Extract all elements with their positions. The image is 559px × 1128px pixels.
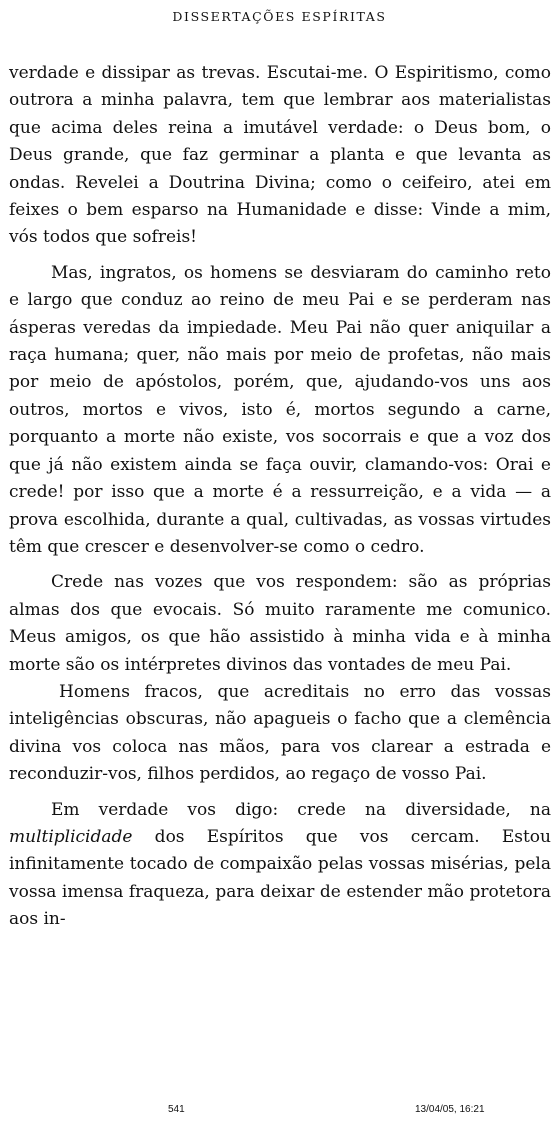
paragraph-3: Crede nas vozes que vos respondem: são as próprias almas dos que evocais. Só muito raramente me comunico. Meus amigos, os que hão assistido à minha vida e à minha morte são os intérpretes divinos das vontades de meu Pai.	[9, 572, 551, 675]
running-header: DISSERTAÇÕES ESPÍRITAS	[172, 9, 387, 24]
paragraph-5-end: dos Espíritos que vos cercam. Estou infinitamente tocado de compaixão pelas vossas misérias, pela vossa imensa fraqueza, para deixar de estender mão protetora aos in-	[9, 826, 551, 930]
paragraph-1: verdade e dissipar as trevas. Escutai-me. O Espiritismo, como outrora a minha palavra, tem que lembrar aos materialistas que acima deles reina a imutável verdade: o Deus bom, o Deus grande, que faz germinar a planta e que levanta as ondas. Revelei a Doutrina Divina; como o ceifeiro, atei em feixes o bem esparso na Humanidade e disse: Vinde a mim, vós todos que sofreis!	[9, 63, 551, 248]
page-body	[9, 60, 551, 942]
paragraph-4: Homens fracos, que acreditais no erro das vossas inteligências obscuras, não apagueis o facho que a clemência divina vos coloca nas mãos, para vos clarear a estrada e reconduzir-vos, filhos perdidos, ao regaço de vosso Pai.	[9, 681, 551, 785]
paragraph-5	[9, 797, 551, 934]
paragraph-2: Mas, ingratos, os homens se desviaram do caminho reto e largo que conduz ao reino de meu Pai e se perderam nas ásperas veredas da impiedade. Meu Pai não quer aniquilar a raça humana; quer, não mais por meio de profetas, não mais por meio de apóstolos, porém, que, ajudando-vos uns aos outros, mortos e vivos, isto é, mortos segundo a carne, porquanto a morte não existe, vos socorrais e que a voz dos que já não existem ainda se faça ouvir, clamando-vos: Orai e crede! por isso que a morte é a ressurreição, e a vida — a prova escolhida, durante a qual, cultivadas, as vossas virtudes têm que crescer e desenvolver-se como o cedro.	[9, 262, 551, 557]
paragraph-5-start: Em verdade vos digo: crede na diversidade, na	[51, 799, 551, 820]
print-timestamp: 13/04/05, 16:21	[415, 1104, 485, 1115]
paragraph-5-italic: multiplicidade	[9, 826, 133, 847]
page-footer	[0, 1104, 559, 1120]
page-number: 541	[168, 1104, 185, 1115]
